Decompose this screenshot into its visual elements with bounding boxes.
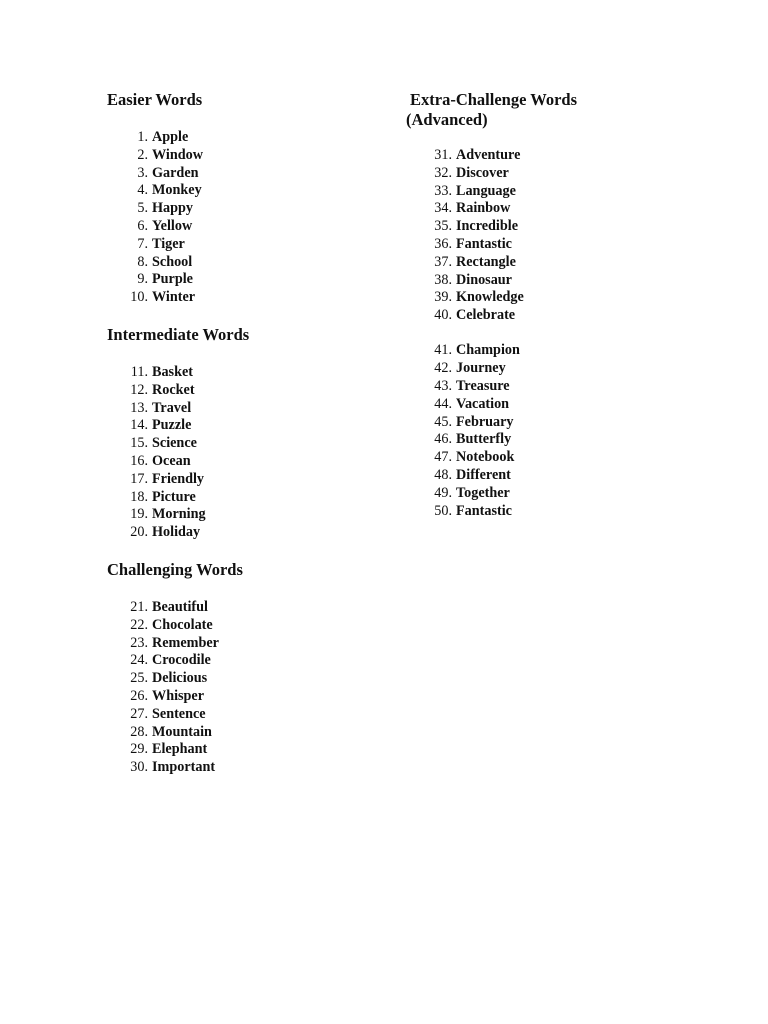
item-number: 45. [434,413,452,430]
item-number: 1. [137,129,148,145]
item-number: 37. [434,253,452,270]
extra-challenge-list-a [406,147,666,325]
item-word: Monkey [152,182,202,199]
item-word: Remember [152,634,219,651]
item-number: 49. [434,484,452,501]
item-number: 39. [434,289,452,306]
list-item [107,670,367,688]
item-word: Vacation [456,395,510,412]
list-item [406,342,666,360]
item-number: 14. [130,417,148,434]
item-number: 3. [137,164,148,181]
list-item [107,400,367,418]
intermediate-words-list [107,364,367,542]
item-number: 24. [130,652,148,669]
item-number: 13. [130,399,148,416]
list-item [107,759,367,777]
item-number: 36. [434,235,452,252]
extra-challenge-heading: Extra-Challenge Words [410,90,577,109]
item-word: Knowledge [456,289,524,306]
list-item [107,506,367,524]
challenging-words-heading: Challenging Words [107,559,243,579]
item-word: Holiday [152,524,201,541]
item-number: 18. [130,488,148,505]
list-item [107,652,367,670]
item-number: 9. [137,271,148,288]
item-number: 41. [434,342,452,359]
item-number: 21. [130,598,148,615]
intermediate-words-section [107,325,367,542]
item-word: Window [152,146,203,163]
list-item [406,449,666,467]
list-item [107,165,367,183]
list-item [406,236,666,254]
list-item [107,364,367,382]
list-item [406,360,666,378]
list-item [406,414,666,432]
item-word: Rectangle [456,253,516,270]
item-word: Treasure [456,378,510,395]
challenging-words-section [107,560,367,777]
item-word: Purple [152,271,193,288]
list-item [107,524,367,542]
list-item [107,129,367,147]
list-item [406,289,666,307]
list-item [107,471,367,489]
right-column [406,90,666,520]
item-word: Science [152,435,197,452]
item-word: Important [152,759,216,776]
item-word: Whisper [152,687,205,704]
item-word: Winter [152,289,196,306]
item-number: 34. [434,200,452,217]
item-word: Chocolate [152,616,213,633]
list-item [107,453,367,471]
item-number: 26. [130,687,148,704]
list-item [406,307,666,325]
item-word: Happy [152,200,194,217]
list-item [406,165,666,183]
list-item [107,599,367,617]
intermediate-words-heading: Intermediate Words [107,324,250,344]
item-number: 17. [130,470,148,487]
item-word: Together [456,484,510,501]
item-number: 32. [434,164,452,181]
list-item [107,382,367,400]
item-word: Discover [456,164,509,181]
item-word: Puzzle [152,417,192,434]
list-item [107,489,367,507]
challenging-words-list [107,599,367,777]
item-number: 43. [434,378,452,395]
item-number: 30. [130,759,148,776]
item-number: 20. [130,524,148,541]
item-number: 2. [137,146,148,163]
item-number: 48. [434,467,452,484]
easier-words-heading: Easier Words [107,90,203,109]
item-word: Mountain [152,723,212,740]
item-number: 6. [137,217,148,234]
list-item [406,147,666,165]
list-item [107,182,367,200]
item-word: Rocket [152,381,195,398]
item-word: Ocean [152,452,191,469]
item-number: 47. [434,449,452,466]
extra-challenge-list-b [406,342,666,520]
item-word: Crocodile [152,652,211,669]
item-word: Adventure [456,147,521,163]
list-item [107,741,367,759]
item-number: 19. [130,506,148,523]
item-number: 33. [434,182,452,199]
list-item [107,706,367,724]
item-number: 8. [137,253,148,270]
list-item [406,467,666,485]
item-number: 27. [130,705,148,722]
list-item [406,218,666,236]
item-word: February [456,413,514,430]
item-word: Sentence [152,705,206,722]
item-number: 50. [434,502,452,519]
item-word: School [152,253,193,270]
item-number: 31. [434,147,452,163]
list-item [406,503,666,521]
item-number: 23. [130,634,148,651]
list-item [107,218,367,236]
list-item [406,485,666,503]
item-word: Beautiful [152,598,208,615]
item-word: Dinosaur [456,271,512,288]
item-word: Elephant [152,741,208,758]
item-word: Fantastic [456,502,512,519]
left-column [107,90,367,777]
item-word: Picture [152,488,196,505]
list-item [406,378,666,396]
item-number: 42. [434,360,452,377]
item-word: Morning [152,506,206,523]
list-item [107,635,367,653]
list-item [107,289,367,307]
easier-words-list [107,129,367,307]
list-item [107,724,367,742]
item-word: Tiger [152,235,185,252]
list-item [406,396,666,414]
item-word: Travel [152,399,192,416]
item-number: 7. [137,235,148,252]
item-word: Basket [152,363,193,380]
extra-challenge-words-section [406,90,666,520]
item-number: 25. [130,670,148,687]
item-number: 4. [137,182,148,199]
item-word: Journey [456,360,506,377]
item-number: 16. [130,452,148,469]
item-word: Different [456,467,511,484]
item-word: Notebook [456,449,515,466]
list-item [107,688,367,706]
item-number: 10. [130,289,148,306]
item-word: Friendly [152,470,205,487]
list-item [107,236,367,254]
item-word: Fantastic [456,235,512,252]
item-word: Apple [152,129,189,145]
item-number: 11. [130,363,148,380]
item-number: 40. [434,307,452,324]
item-word: Yellow [152,217,193,234]
item-word: Delicious [152,670,208,687]
item-number: 15. [130,435,148,452]
item-number: 29. [130,741,148,758]
list-item [107,435,367,453]
list-item [107,271,367,289]
list-item [406,183,666,201]
item-number: 46. [434,431,452,448]
extra-challenge-subheading: (Advanced) [406,110,488,129]
item-word: Language [456,182,516,199]
item-number: 28. [130,723,148,740]
list-item [107,617,367,635]
item-number: 12. [130,381,148,398]
item-word: Incredible [456,218,519,235]
item-word: Butterfly [456,431,512,448]
list-item [107,254,367,272]
item-number: 38. [434,271,452,288]
list-item [107,200,367,218]
item-word: Celebrate [456,307,516,324]
item-number: 35. [434,218,452,235]
list-item [406,272,666,290]
item-number: 5. [137,200,148,217]
easier-words-section [107,90,367,307]
item-word: Champion [456,342,520,359]
list-item [406,200,666,218]
item-word: Garden [152,164,199,181]
list-item [107,417,367,435]
list-item [107,147,367,165]
item-number: 22. [130,616,148,633]
item-number: 44. [434,395,452,412]
list-item [406,254,666,272]
list-item [406,431,666,449]
item-word: Rainbow [456,200,511,217]
